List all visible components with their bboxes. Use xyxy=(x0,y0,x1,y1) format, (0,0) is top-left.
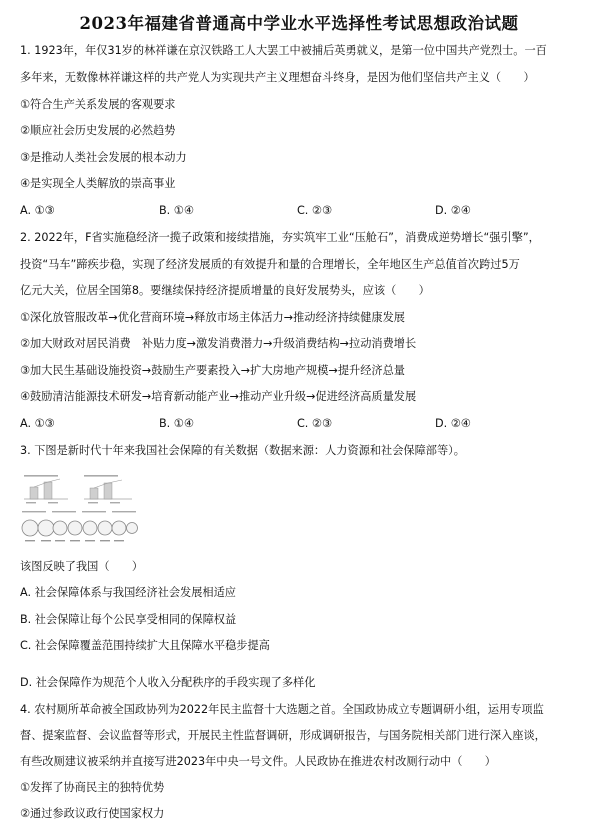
q4-item-2: ②通过参政议政行使国家权力 xyxy=(20,807,165,820)
q4-stem-line-1: 4. 农村厕所革命被全国政协列为2022年民主监督十大选题之首。全国政协成立专题调研小组，运用专项监 xyxy=(20,703,544,716)
q2-choice-a[interactable]: A. ①③ xyxy=(20,417,55,430)
q3-choice-b[interactable]: B. 社会保障让每个公民享受相同的保障权益 xyxy=(20,613,237,626)
q2-choice-c[interactable]: C. ②③ xyxy=(297,417,332,430)
q1-stem-line-2: 多年来，无数像林祥谦这样的共产党人为实现共产主义理想奋斗终身，是因为他们坚信共产主义（ ） xyxy=(20,71,535,84)
q1-item-4: ④是实现全人类解放的崇高事业 xyxy=(20,177,176,190)
q1-choice-d[interactable]: D. ②④ xyxy=(435,204,471,217)
q2-choice-b[interactable]: B. ①④ xyxy=(159,417,194,430)
q3-stem: 3. 下图是新时代十年来我国社会保障的有关数据（数据来源：人力资源和社会保障部等）。 xyxy=(20,444,465,457)
figure-image xyxy=(20,473,138,553)
q1-choice-b[interactable]: B. ①④ xyxy=(159,204,194,217)
q3-lead: 该图反映了我国（ ） xyxy=(20,560,144,573)
q2-stem-line-3: 亿元大关，位居全国第8。要继续保持经济提质增量的良好发展势头，应该（ ） xyxy=(20,284,430,297)
q1-item-2: ②顺应社会历史发展的必然趋势 xyxy=(20,124,176,137)
q2-item-2: ②加大财政对居民消费 补贴力度→激发消费潜力→升级消费结构→拉动消费增长 xyxy=(20,337,417,350)
q1-stem-line-1: 1. 1923年，年仅31岁的林祥谦在京汉铁路工人大罢工中被捕后英勇就义，是第一位中国共产党烈士。一百 xyxy=(20,44,547,57)
q2-item-4: ④鼓励清洁能源技术研发→培育新动能产业→推动产业升级→促进经济高质量发展 xyxy=(20,390,417,403)
q1-item-1: ①符合生产关系发展的客观要求 xyxy=(20,98,176,111)
q3-choice-a[interactable]: A. 社会保障体系与我国经济社会发展相适应 xyxy=(20,586,236,599)
q2-item-3: ③加大民生基础设施投资→鼓励生产要素投入→扩大房地产规模→提升经济总量 xyxy=(20,364,405,377)
q4-item-1: ①发挥了协商民主的独特优势 xyxy=(20,781,165,794)
social-security-figure xyxy=(20,473,138,553)
q2-stem-line-2: 投资“马车”蹄疾步稳，实现了经济发展质的有效提升和量的合理增长，全年地区生产总值首次跨过5万 xyxy=(20,258,520,271)
page-title: 2023年福建省普通高中学业水平选择性考试思想政治试题 xyxy=(79,14,519,33)
q3-choice-c[interactable]: C. 社会保障覆盖范围持续扩大且保障水平稳步提高 xyxy=(20,639,270,652)
q2-stem-line-1: 2. 2022年，F省实施稳经济一揽子政策和接续措施，夯实筑牢工业“压舱石”，消费成逆势增长“强引擎”， xyxy=(20,231,540,244)
q2-choice-d[interactable]: D. ②④ xyxy=(435,417,471,430)
q1-item-3: ③是推动人类社会发展的根本动力 xyxy=(20,151,187,164)
q3-choice-d[interactable]: D. 社会保障作为规范个人收入分配秩序的手段实现了多样化 xyxy=(20,676,316,689)
q1-choice-c[interactable]: C. ②③ xyxy=(297,204,332,217)
q1-choice-a[interactable]: A. ①③ xyxy=(20,204,55,217)
q4-stem-line-3: 有些改厕建议被采纳并直接写进2023年中央一号文件。人民政协在推进农村改厕行动中（ ） xyxy=(20,755,496,768)
q4-stem-line-2: 督、提案监督、会议监督等形式，开展民主性监督调研，形成调研报告，与国务院相关部门进行深入座谈， xyxy=(20,729,546,742)
q2-item-1: ①深化放管服改革→优化营商环境→释放市场主体活力→推动经济持续健康发展 xyxy=(20,311,405,324)
